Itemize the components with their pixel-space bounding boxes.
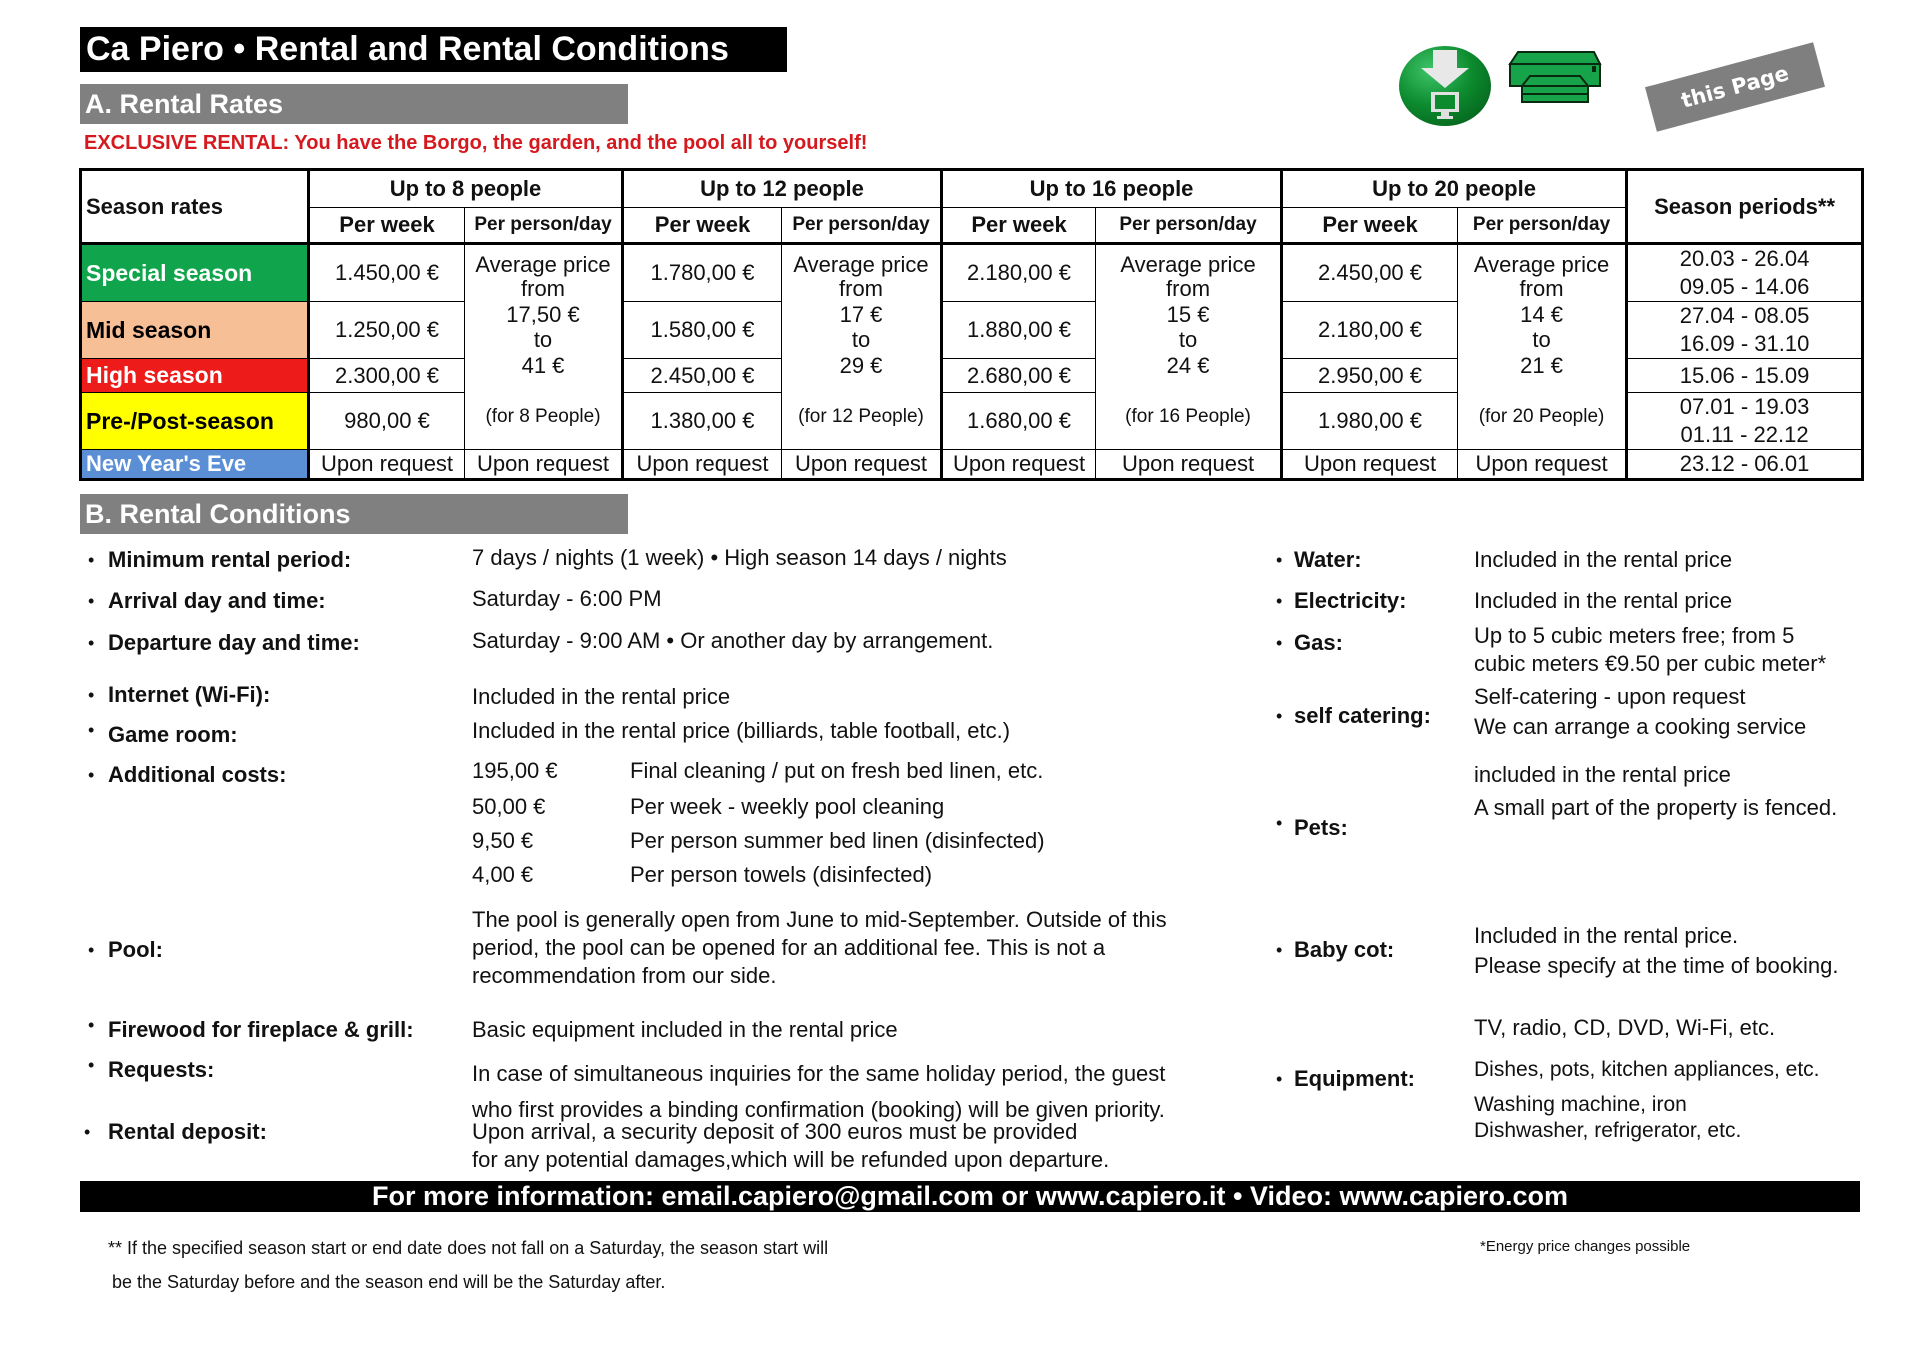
- equipment-line: Dishes, pots, kitchen appliances, etc.: [1474, 1058, 1820, 1081]
- avg-line1: Average price: [1473, 252, 1610, 277]
- avg-note: (for 16 People): [1125, 406, 1251, 427]
- page-title: Ca Piero • Rental and Rental Conditions: [80, 27, 787, 72]
- avg-price-cell: [782, 244, 942, 450]
- weekly-price: 1.980,00 €: [1282, 393, 1458, 450]
- period-line: 15.06 - 15.09: [1679, 362, 1810, 388]
- self-catering-line: Self-catering - upon request: [1474, 684, 1746, 709]
- condition-label: Electricity:: [1294, 588, 1407, 613]
- season-period: [1627, 359, 1863, 393]
- period-line: 20.03 - 26.04: [1679, 246, 1810, 271]
- weekly-price: 1.680,00 €: [942, 393, 1096, 450]
- bullet: •: [88, 720, 95, 740]
- weekly-price: 1.380,00 €: [623, 393, 782, 450]
- period-line: 27.04 - 08.05: [1679, 303, 1810, 328]
- condition-value: Saturday - 9:00 AM • Or another day by arrangement.: [472, 628, 994, 653]
- requests-line: who first provides a binding confirmation (booking) will be given priority.: [472, 1097, 1165, 1122]
- avg-min: 17,50 €: [506, 302, 580, 327]
- condition-value: Saturday - 6:00 PM: [472, 586, 662, 611]
- avg-max: 29 €: [839, 353, 883, 378]
- baby-cot-line: Please specify at the time of booking.: [1474, 953, 1839, 978]
- weekly-price: Upon request: [623, 450, 782, 480]
- avg-min: 14 €: [1520, 302, 1563, 327]
- condition-label: Rental deposit:: [108, 1119, 267, 1144]
- bullet: •: [88, 1015, 95, 1035]
- baby-cot-description: [1474, 921, 1838, 981]
- baby-cot-line: Included in the rental price.: [1474, 923, 1739, 948]
- condition-value: Included in the rental price (billiards, table football, etc.): [472, 718, 1011, 743]
- requests-line: In case of simultaneous inquiries for the same holiday period, the guest: [472, 1061, 1166, 1086]
- condition-label: Arrival day and time:: [108, 588, 326, 613]
- per-person-header: Per person/day: [782, 208, 942, 244]
- bullet: •: [1276, 633, 1283, 653]
- bullet: •: [1276, 550, 1283, 570]
- season-name: New Year's Eve: [81, 450, 309, 480]
- weekly-price: 1.780,00 €: [623, 244, 782, 302]
- avg-min: 15 €: [1166, 302, 1210, 327]
- gas-line: Up to 5 cubic meters free; from 5: [1474, 623, 1795, 648]
- pool-line: period, the pool can be opened for an additional fee. This is not a: [472, 935, 1106, 960]
- bullet: •: [88, 550, 95, 570]
- weekly-price: Upon request: [1282, 450, 1458, 480]
- avg-price-cell: [1096, 244, 1282, 450]
- condition-value: Included in the rental price: [472, 684, 731, 709]
- bullet: •: [1276, 940, 1283, 960]
- equipment-line: TV, radio, CD, DVD, Wi-Fi, etc.: [1474, 1015, 1776, 1040]
- bullet: •: [1276, 706, 1283, 726]
- avg-line2: from: [839, 276, 883, 301]
- per-person-header: Per person/day: [1458, 208, 1627, 244]
- season-footnote-2: be the Saturday before and the season end will be the Saturday after.: [112, 1272, 666, 1292]
- per-week-header: Per week: [623, 208, 782, 244]
- deposit-line: Upon arrival, a security deposit of 300 euros must be provided: [472, 1119, 1078, 1144]
- group-header-16: Up to 16 people: [942, 170, 1282, 208]
- pets-description: [1474, 758, 1837, 824]
- avg-line1: Average price: [475, 252, 611, 277]
- avg-line2: from: [521, 276, 565, 301]
- avg-line1: Average price: [1120, 252, 1256, 277]
- season-period: 23.12 - 06.01: [1627, 450, 1863, 480]
- season-name: Special season: [81, 244, 309, 302]
- energy-footnote: *Energy price changes possible: [1480, 1238, 1691, 1255]
- avg-to: to: [533, 327, 553, 352]
- bullet: •: [88, 591, 95, 611]
- group-header-12: Up to 12 people: [623, 170, 942, 208]
- avg-price-cell: [465, 244, 623, 450]
- per-person-price: Upon request: [1458, 450, 1627, 480]
- season-footnote-1: ** If the specified season start or end date does not fall on a Saturday, the season start will: [108, 1238, 829, 1258]
- equipment-line: Dishwasher, refrigerator, etc.: [1474, 1119, 1742, 1142]
- condition-label: Baby cot:: [1294, 937, 1395, 962]
- avg-note: (for 8 People): [485, 406, 601, 427]
- season-period: [1627, 244, 1863, 302]
- season-periods-header: Season periods**: [1627, 170, 1863, 244]
- self-catering-line: We can arrange a cooking service: [1474, 714, 1807, 739]
- condition-label: Additional costs:: [108, 762, 287, 787]
- exclusive-rental-note: EXCLUSIVE RENTAL: You have the Borgo, the garden, and the pool all to yourself!: [84, 132, 868, 154]
- condition-label: Game room:: [108, 722, 238, 747]
- bullet: •: [88, 940, 95, 960]
- season-name: Mid season: [81, 302, 309, 359]
- condition-label: Equipment:: [1294, 1066, 1415, 1091]
- condition-value: Basic equipment included in the rental price: [472, 1017, 898, 1042]
- cost-amount: 195,00 €: [472, 758, 558, 783]
- rental-rates-table: [79, 168, 1864, 481]
- pool-line: recommendation from our side.: [472, 963, 777, 988]
- bullet: •: [1276, 591, 1283, 611]
- condition-label: Water:: [1294, 547, 1362, 572]
- avg-price-cell: [1458, 244, 1627, 450]
- contact-bar[interactable]: For more information: email.capiero@gmail.com or www.capiero.it • Video: www.capiero.com: [80, 1181, 1860, 1212]
- condition-label: Internet (Wi-Fi):: [108, 682, 271, 707]
- deposit-description: [472, 1118, 1109, 1174]
- weekly-price: 1.880,00 €: [942, 302, 1096, 359]
- weekly-price: Upon request: [309, 450, 465, 480]
- season-name: Pre-/Post-season: [81, 393, 309, 450]
- avg-line1: Average price: [793, 252, 929, 277]
- per-person-header: Per person/day: [465, 208, 623, 244]
- bullet: •: [1276, 813, 1283, 833]
- season-rates-header: Season rates: [81, 170, 309, 244]
- per-person-header: Per person/day: [1096, 208, 1282, 244]
- weekly-price: 2.950,00 €: [1282, 359, 1458, 393]
- gas-description: [1474, 622, 1826, 678]
- condition-label: Gas:: [1294, 630, 1343, 655]
- equipment-line: Washing machine, iron: [1474, 1093, 1687, 1116]
- condition-label: self catering:: [1294, 703, 1431, 728]
- cost-description: Per week - weekly pool cleaning: [630, 794, 945, 819]
- bullet: •: [88, 633, 95, 653]
- condition-label: Pool:: [108, 937, 163, 962]
- avg-max: 24 €: [1166, 353, 1210, 378]
- self-catering-description: [1474, 682, 1806, 742]
- cost-description: Per person towels (disinfected): [630, 862, 933, 887]
- weekly-price: 980,00 €: [309, 393, 465, 450]
- condition-label: Firewood for fireplace & grill:: [108, 1017, 414, 1042]
- avg-to: to: [1178, 327, 1198, 352]
- weekly-price: 1.450,00 €: [309, 244, 465, 302]
- group-header-8: Up to 8 people: [309, 170, 623, 208]
- cost-description: Per person summer bed linen (disinfected): [630, 828, 1045, 853]
- condition-value: 7 days / nights (1 week) • High season 14 days / nights: [472, 545, 1007, 570]
- download-to-computer-icon: [1397, 44, 1493, 128]
- pets-line: included in the rental price: [1474, 762, 1731, 787]
- weekly-price: 1.580,00 €: [623, 302, 782, 359]
- avg-to: to: [1532, 327, 1551, 352]
- cost-amount: 50,00 €: [472, 794, 546, 819]
- avg-note: (for 20 People): [1478, 406, 1605, 427]
- per-person-price: Upon request: [465, 450, 623, 480]
- pets-line: A small part of the property is fenced.: [1474, 795, 1838, 820]
- deposit-line: for any potential damages,which will be refunded upon departure.: [472, 1147, 1110, 1172]
- printer-icon: [1508, 50, 1602, 105]
- print-button[interactable]: [1508, 50, 1602, 105]
- table-row: [81, 244, 1863, 302]
- section-a-heading: A. Rental Rates: [80, 84, 628, 124]
- avg-to: to: [851, 327, 871, 352]
- condition-label: Requests:: [108, 1057, 215, 1082]
- per-person-price: Upon request: [782, 450, 942, 480]
- weekly-price: 2.180,00 €: [942, 244, 1096, 302]
- table-row: [81, 450, 1863, 480]
- bullet: •: [88, 765, 95, 785]
- avg-line2: from: [1519, 276, 1564, 301]
- weekly-price: Upon request: [942, 450, 1096, 480]
- section-b-heading: B. Rental Conditions: [80, 494, 628, 534]
- avg-max: 21 €: [1520, 353, 1563, 378]
- season-period: [1627, 302, 1863, 359]
- period-line: 07.01 - 19.03: [1679, 394, 1810, 419]
- weekly-price: 2.680,00 €: [942, 359, 1096, 393]
- equipment-description: [1474, 1014, 1820, 1144]
- period-line: 16.09 - 31.10: [1679, 331, 1810, 356]
- condition-value: Included in the rental price: [1474, 588, 1733, 613]
- this-page-label[interactable]: this Page: [1645, 42, 1825, 131]
- condition-label: Minimum rental period:: [108, 547, 352, 572]
- season-period: [1627, 393, 1863, 450]
- season-name: High season: [81, 359, 309, 393]
- bullet: •: [88, 685, 95, 705]
- per-person-price: Upon request: [1096, 450, 1282, 480]
- condition-label: Pets:: [1294, 815, 1348, 840]
- gas-line: cubic meters €9.50 per cubic meter*: [1474, 651, 1827, 676]
- bullet: •: [1276, 1069, 1283, 1089]
- group-header-20: Up to 20 people: [1282, 170, 1627, 208]
- bullet: •: [84, 1122, 91, 1142]
- weekly-price: 2.300,00 €: [309, 359, 465, 393]
- weekly-price: 2.450,00 €: [1282, 244, 1458, 302]
- per-week-header: Per week: [1282, 208, 1458, 244]
- pool-line: The pool is generally open from June to mid-September. Outside of this: [472, 907, 1167, 932]
- weekly-price: 1.250,00 €: [309, 302, 465, 359]
- weekly-price: 2.450,00 €: [623, 359, 782, 393]
- pool-description: [472, 906, 1167, 990]
- avg-max: 41 €: [521, 353, 565, 378]
- avg-note: (for 12 People): [798, 406, 924, 427]
- bullet: •: [88, 1055, 95, 1075]
- period-line: 09.05 - 14.06: [1679, 274, 1810, 299]
- per-week-header: Per week: [309, 208, 465, 244]
- period-line: 01.11 - 22.12: [1680, 422, 1809, 447]
- cost-amount: 9,50 €: [472, 828, 534, 853]
- cost-amount: 4,00 €: [472, 862, 534, 887]
- cost-description: Final cleaning / put on fresh bed linen, etc.: [630, 758, 1044, 783]
- avg-min: 17 €: [839, 302, 883, 327]
- download-button[interactable]: [1397, 44, 1493, 128]
- condition-value: Included in the rental price: [1474, 547, 1733, 572]
- per-week-header: Per week: [942, 208, 1096, 244]
- condition-label: Departure day and time:: [108, 630, 360, 655]
- weekly-price: 2.180,00 €: [1282, 302, 1458, 359]
- avg-line2: from: [1166, 276, 1211, 301]
